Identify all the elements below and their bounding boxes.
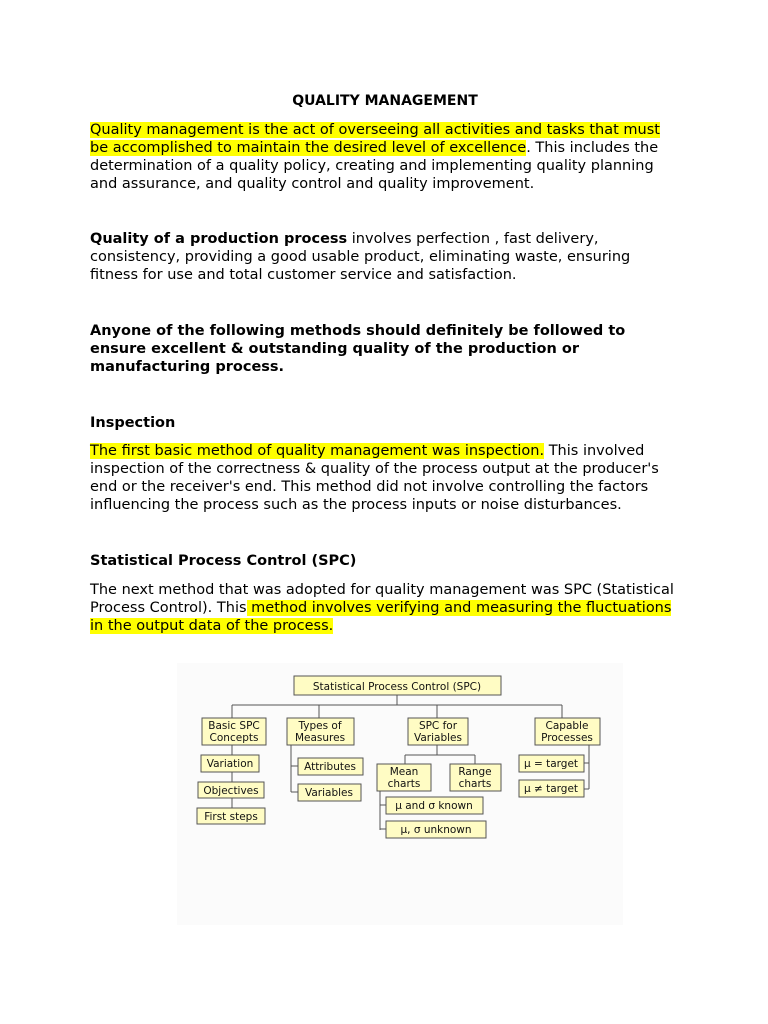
intro-rest: . This includes the determination of a quality policy, creating and implementing quality planning and assurance, and quality control and quality improvement. <box>90 140 659 192</box>
production-process-rest: involves perfection , fast delivery, consistency, providing a good usable product, eliminating waste, ensuring fitness for use and total customer service and satisfaction. <box>90 231 631 283</box>
svg-text:Attributes: Attributes <box>304 761 356 773</box>
production-process-bold: Quality of a production process <box>90 231 348 247</box>
diagram-basic-concepts-box <box>202 718 266 745</box>
inspection-highlight: The first basic method of quality management was inspection. <box>90 443 545 459</box>
svg-text:Processes: Processes <box>541 732 593 744</box>
diagram-types-box <box>287 718 354 745</box>
production-process-paragraph <box>90 230 680 284</box>
svg-text:Measures: Measures <box>294 732 346 744</box>
diagram-objectives-box <box>198 782 264 798</box>
svg-text:charts: charts <box>387 778 421 790</box>
spc-heading: Statistical Process Control (SPC) <box>90 553 357 569</box>
spc-paragraph <box>90 581 680 635</box>
diagram-root-box <box>294 676 501 695</box>
document-title: QUALITY MANAGEMENT <box>292 93 478 109</box>
svg-text:SPC for: SPC for <box>418 720 458 732</box>
svg-text:Mean: Mean <box>389 766 419 778</box>
svg-text:μ ≠ target: μ ≠ target <box>523 783 579 795</box>
diagram-first-steps-box <box>197 808 265 824</box>
diagram-variables-box <box>298 784 361 801</box>
svg-text:μ and σ known: μ and σ known <box>395 800 473 812</box>
svg-text:Variables: Variables <box>414 732 462 744</box>
svg-text:Variables: Variables <box>305 787 353 799</box>
inspection-paragraph <box>90 442 680 514</box>
spc-highlight: method involves verifying and measuring the fluctuations in the output data of the process. <box>90 600 672 634</box>
svg-text:Range: Range <box>458 766 492 778</box>
spc-diagram-svg <box>177 663 623 925</box>
spc-text: The next method that was adopted for quality management was SPC (Statistical Process Control). This <box>90 582 674 616</box>
svg-text:Variation: Variation <box>206 758 254 770</box>
diagram-range-charts-box <box>450 764 501 791</box>
inspection-rest: This involved inspection of the correctness & quality of the process output at the producer's end or the receiver's end. This method did not involve controlling the factors influencing the process such as the process inputs or noise disturbances. <box>90 443 659 513</box>
svg-text:Concepts: Concepts <box>209 732 259 744</box>
diagram-spc-variables-box <box>408 718 468 745</box>
diagram-attributes-box <box>298 758 363 775</box>
svg-text:Types of: Types of <box>298 720 342 732</box>
methods-intro-paragraph: Anyone of the following methods should definitely be followed to ensure excellent & outstanding quality of the production or manufacturing process. <box>90 323 626 375</box>
svg-text:Objectives: Objectives <box>203 785 259 797</box>
diagram-variation-box <box>201 755 259 772</box>
diagram-mu-not-target-box <box>519 780 584 797</box>
intro-highlight: Quality management is the act of overseeing all activities and tasks that must be accomplished to maintain the desired level of excellence <box>90 122 660 156</box>
svg-text:Capable: Capable <box>545 720 589 732</box>
inspection-heading: Inspection <box>90 415 176 431</box>
svg-text:Basic SPC: Basic SPC <box>208 720 260 732</box>
svg-text:charts: charts <box>458 778 492 790</box>
diagram-mean-charts-box <box>377 764 431 791</box>
svg-text:μ = target: μ = target <box>523 758 579 770</box>
svg-text:First steps: First steps <box>204 811 258 823</box>
diagram-unknown-box <box>386 821 486 838</box>
diagram-mu-target-box <box>519 755 584 772</box>
diagram-known-box <box>386 797 483 814</box>
intro-paragraph <box>90 121 680 193</box>
svg-text:μ, σ unknown: μ, σ unknown <box>400 824 472 836</box>
svg-text:Statistical Process Control (S: Statistical Process Control (SPC) <box>312 681 482 693</box>
spc-diagram <box>177 663 623 925</box>
diagram-capable-box <box>535 718 600 745</box>
